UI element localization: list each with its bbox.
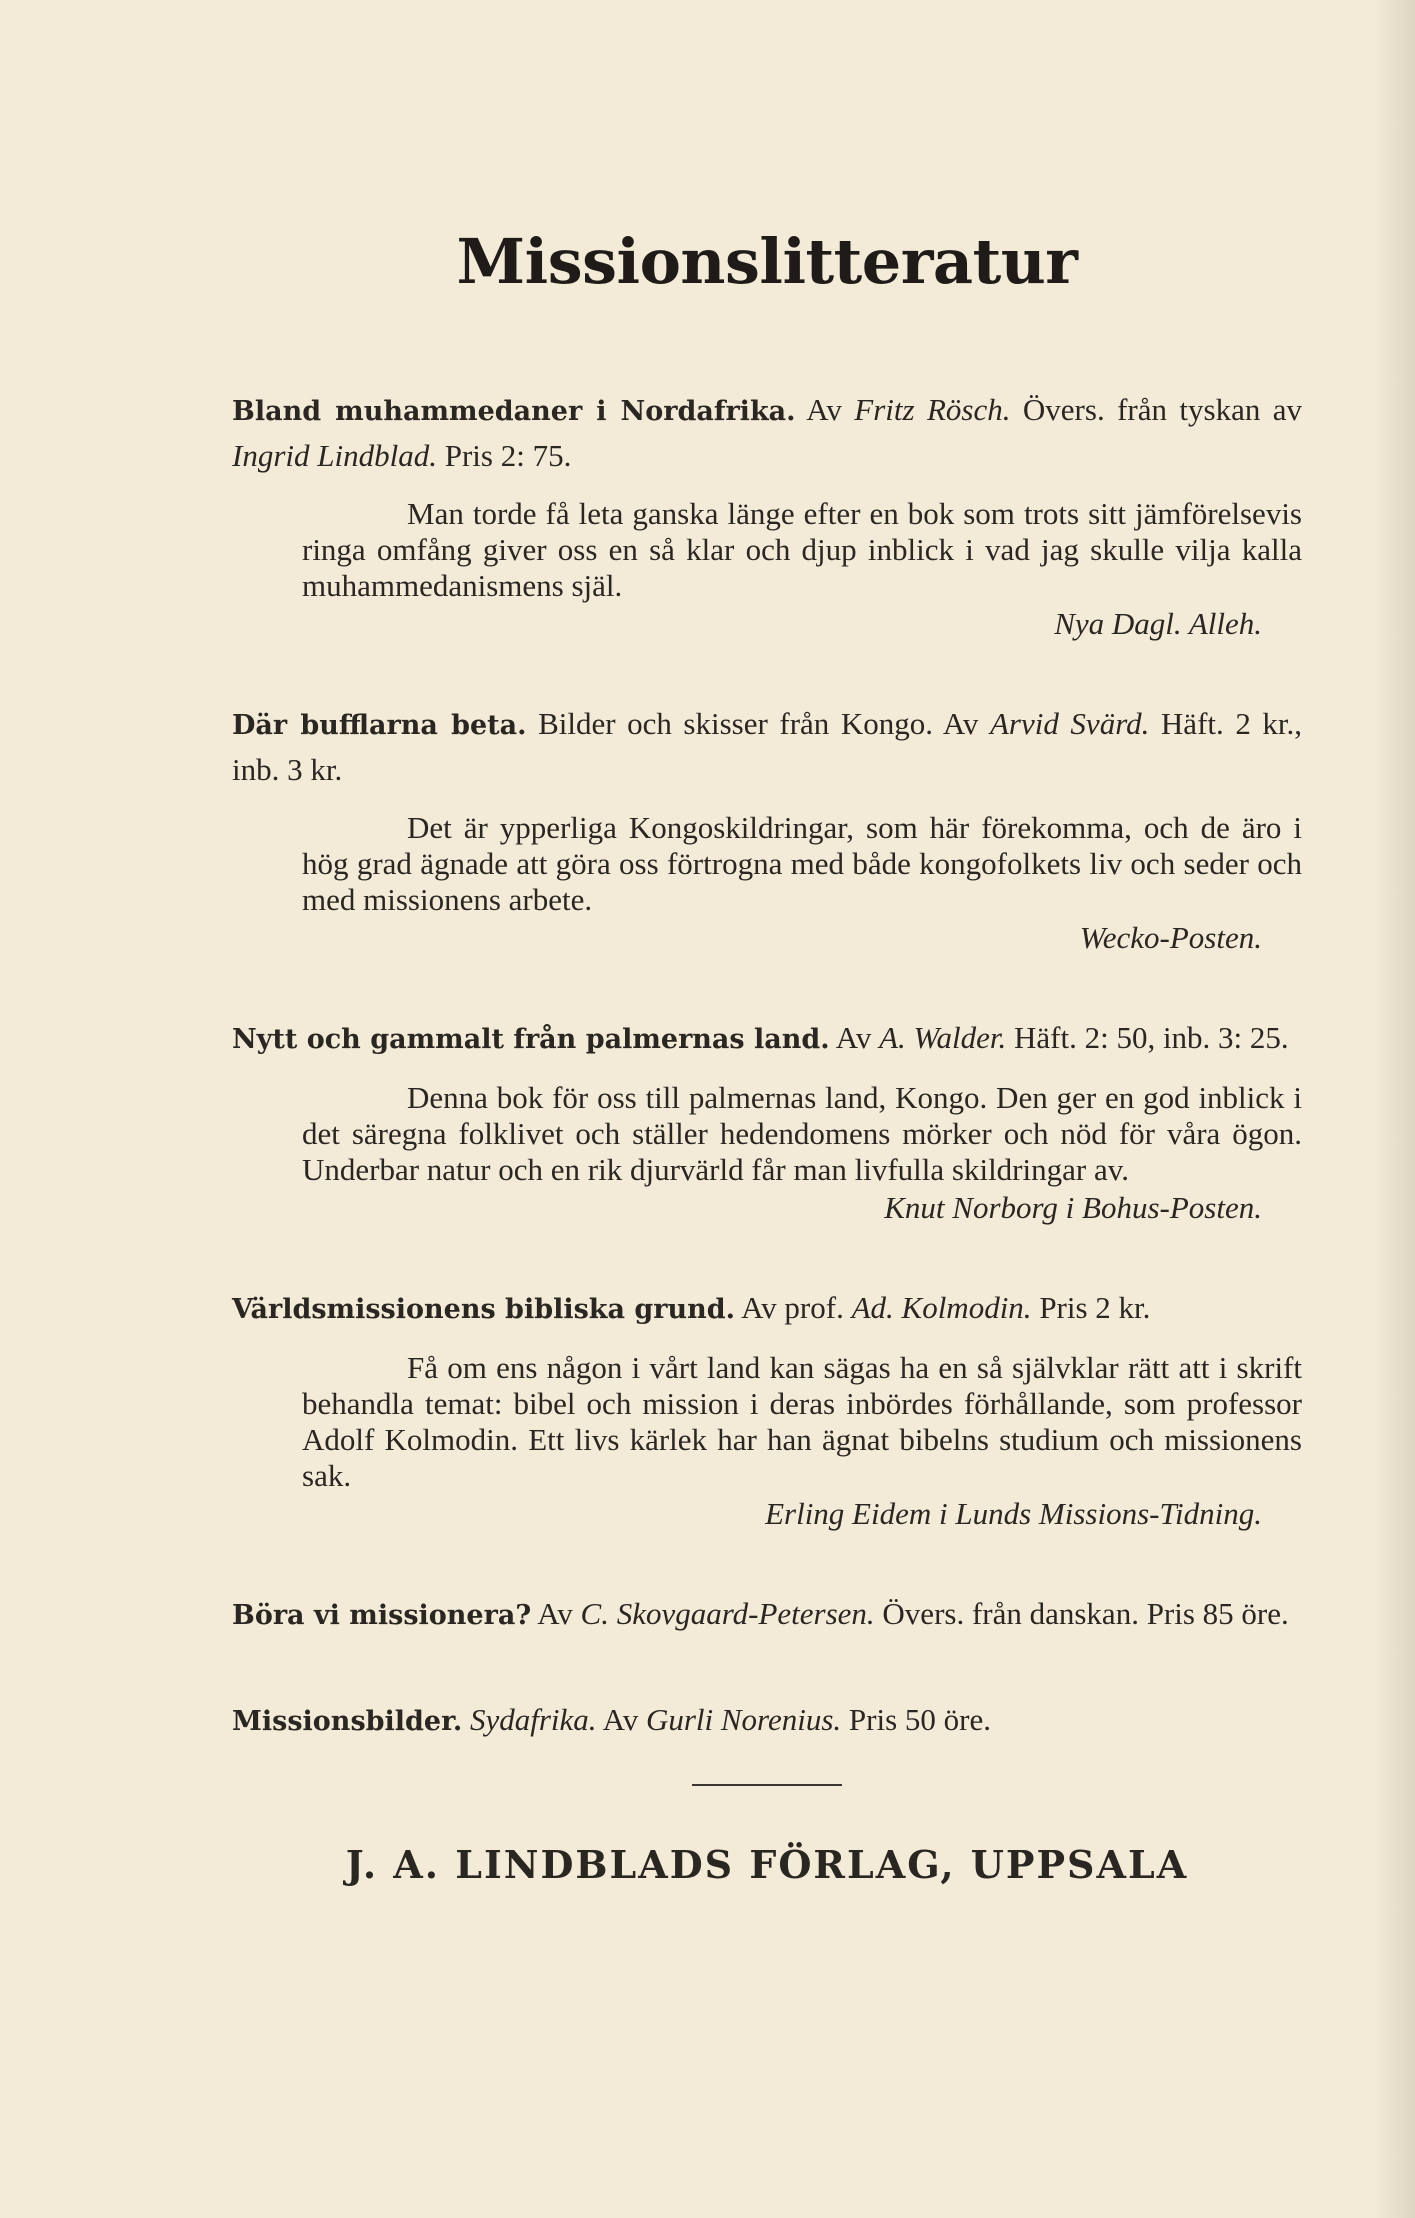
price: Pris 2: 75. [444,438,572,473]
review-text: Denna bok för oss till palmernas land, Kongo. Den ger en god inblick i det säregna folklivet och ställer hedendomens mörker och nöd för våra ögon. Underbar natur och en rik djurvärld får man livfulla skildringar av. [302,1080,1302,1187]
price: Häft. 2 kr., inb. 3 kr. [232,706,1302,787]
review-source: Knut Norborg i Bohus-Posten. [884,1190,1262,1225]
subtitle: Bilder och skisser från Kongo. Av [538,706,979,741]
price: Övers. från danskan. Pris 85 öre. [882,1596,1289,1631]
book-title: Världsmissionens bibliska grund. [232,1294,736,1325]
book-title: Bland muhammedaner i Nordafrika. [232,396,796,427]
divider [692,1784,842,1786]
by-label: Av [806,392,842,427]
book-entry [232,702,1302,956]
entry-heading [232,1016,1302,1062]
by-label: Av [835,1020,872,1055]
entry-heading [232,1698,1302,1744]
content [232,225,1302,1887]
book-entry [232,1592,1302,1638]
translation-note: Övers. från tyskan av [1022,392,1303,427]
review-text: Det är ypperliga Kongoskildringar, som här förekomma, och de äro i hög grad ägnade att göra oss förtrogna med både kongofolkets liv och seder och med missionens arbete. [302,810,1302,917]
series: Sydafrika. [470,1702,597,1737]
price: Pris 2 kr. [1039,1290,1151,1325]
book-entry [232,1016,1302,1226]
page-edge-shadow [1375,0,1415,2218]
author: Fritz Rösch. [854,392,1011,427]
by-label: Av prof. [741,1290,844,1325]
review-text: Man torde få leta ganska länge efter en bok som trots sitt jämförelsevis ringa omfång giver oss en så klar och djup inblick i vad jag skulle vilja kalla muhammedanismens själ. [302,496,1302,603]
book-entry [232,388,1302,642]
book-entry [232,1698,1302,1744]
by-label: Av [537,1596,573,1631]
publisher: J. A. LINDBLADS FÖRLAG, UPPSALA [345,1842,1189,1887]
entry-heading [232,1592,1302,1638]
review-source: Wecko-Posten. [1079,920,1262,955]
page-title: Missionslitteratur [456,225,1078,298]
author: A. Walder. [879,1020,1007,1055]
author: Ad. Kolmodin. [851,1290,1032,1325]
entry-heading [232,1286,1302,1332]
review-source: Nya Dagl. Alleh. [1054,606,1262,641]
price: Pris 50 öre. [848,1702,991,1737]
book-title: Nytt och gammalt från palmernas land. [232,1024,830,1055]
book-title: Missionsbilder. [232,1706,463,1737]
translator: Ingrid Lindblad. [232,438,437,473]
entry-heading [232,702,1302,792]
book-entry [232,1286,1302,1532]
author: C. Skovgaard-Petersen. [580,1596,875,1631]
review-source: Erling Eidem i Lunds Missions-Tidning. [765,1496,1262,1531]
author: Arvid Svärd. [990,706,1150,741]
book-title: Där bufflarna beta. [232,710,527,741]
book-title: Böra vi missionera? [232,1600,532,1631]
entry-heading [232,388,1302,478]
review-text: Få om ens någon i vårt land kan sägas ha en så självklar rätt att i skrift behandla temat: bibel och mission i deras inbördes förhållande, som professor Adolf Kolmodin. Ett livs kärlek har han ägnat bibelns studium och missionens sak. [302,1350,1302,1493]
author: Gurli Norenius. [645,1702,842,1737]
price: Häft. 2: 50, inb. 3: 25. [1014,1020,1289,1055]
by-label: Av [602,1702,639,1737]
